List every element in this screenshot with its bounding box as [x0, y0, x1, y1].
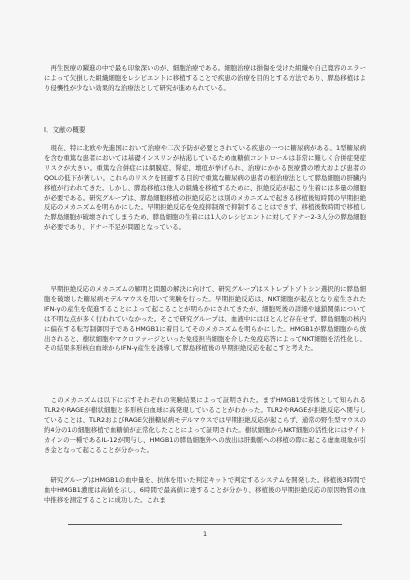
body-paragraph: 早期拒絶反応のメカニズムの解明と問題の解決に向けて、研究グループはストレプトゾトシン選択的に膵島細胞を破壊した糖尿病モデルマウスを用いて実験を行った。早期拒絶反応は、NKT細胞が起点となり産生されたIFN-γの産生を促進することによって起こることが明らかにされてきたが、細胞死後の詳細や連鎖関係については不明な点が多く行われていなかった。そこで研究グループは、血液中にはほとんど存在せず、膵島細胞の核内に偏在する転写制御因子であるHMGB1に着目してそのメカニズムを明らかにした。HMGB1が膵島細胞から放出されると、樹状細胞やマクロファージといった免疫担当細胞を介した免疫応答によってNKT細胞を活性化し、その結果多形核白血球からIFN-γ産生を誘導して膵島移植後の早期拒絶反応を起こすと考えた。 — [44, 285, 366, 353]
page-number: 1 — [202, 530, 208, 538]
body-paragraph: 研究グループはHMGB1の血中量を、抗体を用いた判定キットで判定するシステムを開発した。移植後3時間で血中HMGB1濃度は高値を示し、6時間で最高値に達することが分かり、移植後の早期拒絶反応の原因物質の血中推移を測定することに成功した。これま — [44, 476, 366, 504]
intro-paragraph: 再生医療の躍進の中で最も印象深いのが、細胞治療である。細胞治療は損傷を受けた組織や自己寛容のエラーによって欠損した組織細胞をレシピエントに移植することで疾患の治療を目的とする方法であり、膵島移植はより侵襲性が少ない効果的な治療法として研究が進められている。 — [44, 64, 366, 92]
footer-divider — [68, 524, 342, 525]
body-paragraph: このメカニズムは以下に示すそれぞれの実験結果によって証明された。まずHMGB1受容体として知られるTLR2やRAGEが樹状細胞と多形核白血球に高発現していることがわかった。TLR2やRAGEが拒絶反応へ関与していることは、TLR2およびRAGE欠損糖尿病モデルマウスでは早期拒絶反応が起こらず、通常の野生型マウスの約4分の1の細胞移植で血糖値が正常化したことによって証明された。樹状細胞からNKT細胞の活性化にはサイトカインの一種であるIL-12が関与し、HMGB1の膵島細胞外への放出は肝動脈への移植の際に起こる虚血現象が引き金となって起こることが分かった。 — [44, 396, 366, 454]
body-paragraph: 現在、特に北欧や先進国において治療や二次予防が必要とされている疾患の一つに糖尿病がある。1型糖尿病を含む重篤な患者においては基礎インスリンが枯渇しているため血糖値コントロールは非常に難しく合併症発症リスクが大きい。重篤な合併症には網膜症、腎症、壊疽が挙げられ、治療にかかる医療費の増大および患者のQOLの低下が著しい。これらのリスクを回避する目的で重篤な糖尿病の患者の根治療法として膵島細胞の肝臓内移植が行われてきた。しかし、膵島移植は他人の組織を移植するために、拒絶反応が起こり生着には多量の細胞が必要である。研究グループは、膵島細胞移植の拒絶反応とは別のメカニズムで起きる移植後短時間の早期拒絶反応のメカニズムを明らかにした。早期拒絶反応を免疫抑制剤で抑制することはできず、移植後数時間で移植した膵島細胞が破壊されてしまうため、膵島細胞の生着には1人のレシピエントに対してドナー2-3人分の膵島細胞が必要であり、ドナー不足が問題となっている。 — [44, 144, 366, 232]
section-heading: I．文献の概要 — [44, 126, 86, 134]
